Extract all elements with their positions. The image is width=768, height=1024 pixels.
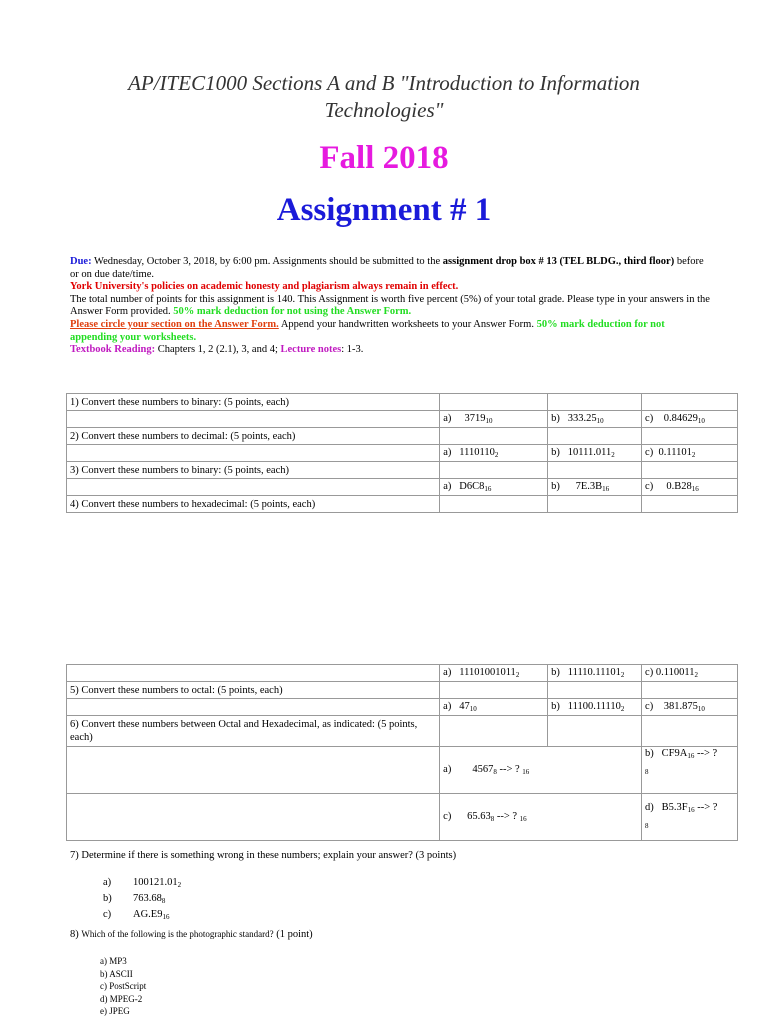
reading-label: Textbook Reading: xyxy=(70,344,156,356)
question-1: 1) Convert these numbers to binary: (5 points, each) xyxy=(67,394,440,411)
question-7: 7) Determine if there is something wrong in these numbers; explain your answer? (3 points) xyxy=(70,850,457,861)
reading-text: Chapters 1, 2 (2.1), 3, and 4; xyxy=(157,344,278,356)
list-item: d) MPEG-2 xyxy=(100,993,143,1004)
questions-table-1 xyxy=(66,393,738,513)
question-8: 8) Which of the following is the photographic standard? (1 point) xyxy=(70,929,313,940)
document-title-line2: Technologies" xyxy=(324,98,444,122)
due-label: Due: xyxy=(70,256,92,267)
question-4: 4) Convert these numbers to hexadecimal: (5 points, each) xyxy=(67,496,440,513)
append-note: Append your handwritten worksheets to your Answer Form. xyxy=(280,318,534,330)
due-text: Wednesday, October 3, 2018, by 6:00 pm. Assignments should be submitted to the xyxy=(94,256,441,267)
list-item: c) $AG.E9_{16}$ xyxy=(103,909,170,921)
question-4-items: a) $11101001011_2$ b) $11110.11101_2$ c) $0.110011_2$ xyxy=(67,665,738,682)
question-7-list xyxy=(103,876,181,924)
points-text: The total number of points for this assignment is 140. This Assignment is worth five percent (5%) of your total grade. Please type in your answers in the Answer Form provided. xyxy=(70,293,710,318)
document-title-line1: AP/ITEC1000 Sections A and B "Introduction to Information xyxy=(128,71,640,95)
circle-section-note: Please circle your section on the Answer Form. xyxy=(70,318,279,330)
list-item: e) JPEG xyxy=(100,1006,130,1016)
list-item: b) $763.68_8$ xyxy=(103,893,166,905)
question-6: 6) Convert these numbers between Octal and Hexadecimal, as indicated: (5 points, each) xyxy=(67,716,440,747)
question-3-items: a) $D6C8_{16}$ b) $7E.3B_{16}$ c) $0.B28_{16}$ xyxy=(67,479,738,496)
question-6-row-ab: a) $4567_8$ --> ? $_{16}$ b) $CF9A_{16}$ --> ? $_8$ xyxy=(67,747,738,794)
notes-label: Lecture notes xyxy=(280,344,342,356)
question-5-items: a) $47_{10}$ b) $11100.11110_2$ c) $381.875_{10}$ xyxy=(67,699,738,716)
question-2-items: a) $1110110_2$ b) $10111.011_2$ c) $0.11101_2$ xyxy=(67,445,738,462)
dropbox-location: assignment drop box # 13 (TEL BLDG., third floor) xyxy=(442,256,675,267)
term-heading: Fall 2018 xyxy=(319,140,449,176)
list-item: a) $100121.01_2$ xyxy=(103,877,182,889)
question-1-items: a) $3719_{10}$ b) $333.25_{10}$ c) $0.84629_{10}$ xyxy=(67,411,738,428)
due-tail: before or on due date/time. xyxy=(70,256,704,280)
deduction-answer-form: 50% mark deduction for not using the Answer Form. xyxy=(173,306,412,318)
questions-table-2 xyxy=(66,664,738,841)
list-item: b) ASCII xyxy=(100,968,133,979)
question-5: 5) Convert these numbers to octal: (5 points, each) xyxy=(67,682,440,699)
assignment-info xyxy=(70,256,710,357)
question-2: 2) Convert these numbers to decimal: (5 points, each) xyxy=(67,428,440,445)
deduction-worksheets: 50% mark deduction for not appending your worksheets. xyxy=(70,318,665,343)
list-item: a) MP3 xyxy=(100,956,127,966)
honesty-policy: York University's policies on academic honesty and plagiarism always remain in effect. xyxy=(70,281,459,293)
list-item: c) PostScript xyxy=(100,981,147,991)
question-8-list xyxy=(100,955,146,1018)
question-3: 3) Convert these numbers to binary: (5 points, each) xyxy=(67,462,440,479)
notes-text: : 1-3. xyxy=(341,344,364,356)
assignment-heading: Assignment # 1 xyxy=(276,192,492,228)
question-6-row-cd: c) $65.63_8$ --> ? $_{16}$ d) $B5.3F_{16}$ --> ? $_8$ xyxy=(67,794,738,841)
